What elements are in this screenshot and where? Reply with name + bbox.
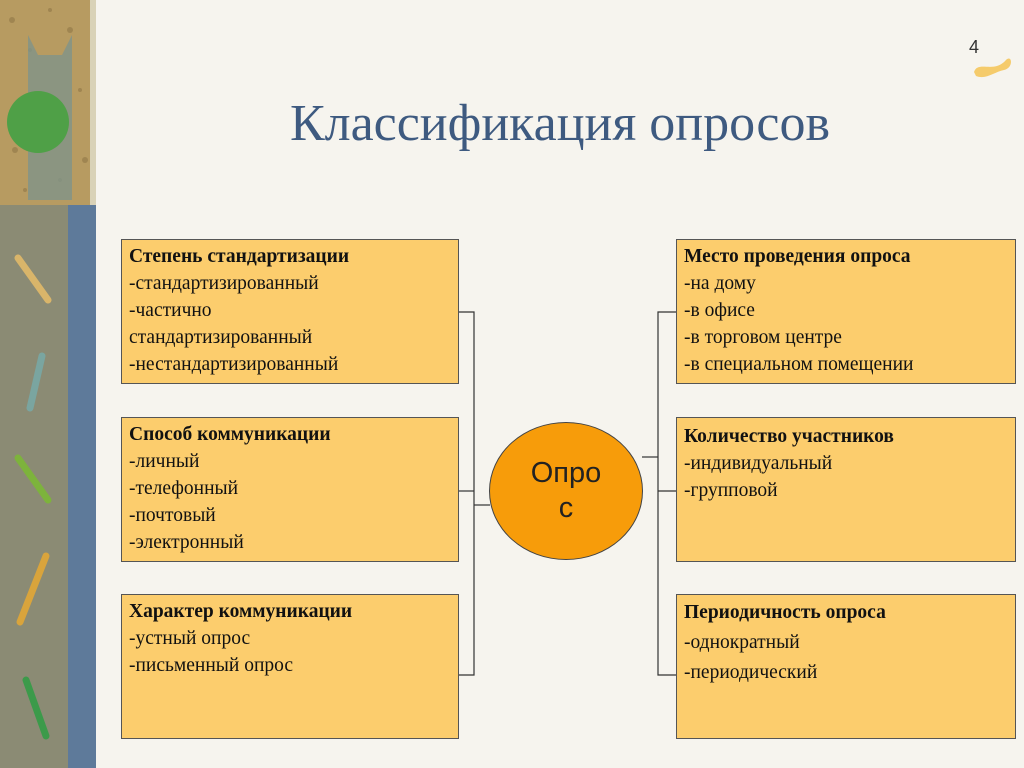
box-item: -групповой bbox=[684, 480, 778, 501]
slide-title: Классификация опросов bbox=[289, 95, 831, 152]
frequency-box bbox=[676, 594, 1016, 739]
box-item: -почтовый bbox=[129, 505, 216, 526]
box-title: Способ коммуникации bbox=[129, 424, 331, 445]
center-node bbox=[489, 422, 643, 560]
box-item: -стандартизированный bbox=[129, 273, 319, 294]
box-item: -частично стандартизированный bbox=[129, 300, 313, 348]
page-number: 4 bbox=[969, 37, 980, 57]
box-item: -в специальном помещении bbox=[684, 354, 914, 375]
communication-method-box bbox=[121, 417, 459, 562]
box-title: Количество участников bbox=[684, 426, 894, 447]
box-item: -электронный bbox=[129, 532, 244, 553]
participants-box bbox=[676, 417, 1016, 562]
box-item: -письменный опрос bbox=[129, 655, 294, 676]
box-item: -индивидуальный bbox=[684, 453, 833, 474]
box-title: Периодичность опроса bbox=[684, 602, 886, 623]
box-title: Характер коммуникации bbox=[129, 601, 353, 622]
box-item: -телефонный bbox=[129, 478, 239, 499]
location-box bbox=[676, 239, 1016, 384]
center-label: Опрос bbox=[530, 457, 602, 524]
box-title: Место проведения опроса bbox=[684, 246, 911, 267]
communication-type-box bbox=[121, 594, 459, 739]
box-item: -на дому bbox=[684, 273, 756, 294]
box-item: -устный опрос bbox=[129, 628, 251, 649]
box-item: -однократный bbox=[684, 632, 800, 653]
box-item: -нестандартизированный bbox=[129, 354, 339, 375]
box-item: -личный bbox=[129, 451, 200, 472]
box-title: Степень стандартизации bbox=[129, 246, 350, 267]
box-item: -в торговом центре bbox=[684, 327, 842, 348]
box-item: -периодический bbox=[684, 662, 818, 683]
standardization-box bbox=[121, 239, 459, 384]
box-item: -в офисе bbox=[684, 300, 755, 321]
